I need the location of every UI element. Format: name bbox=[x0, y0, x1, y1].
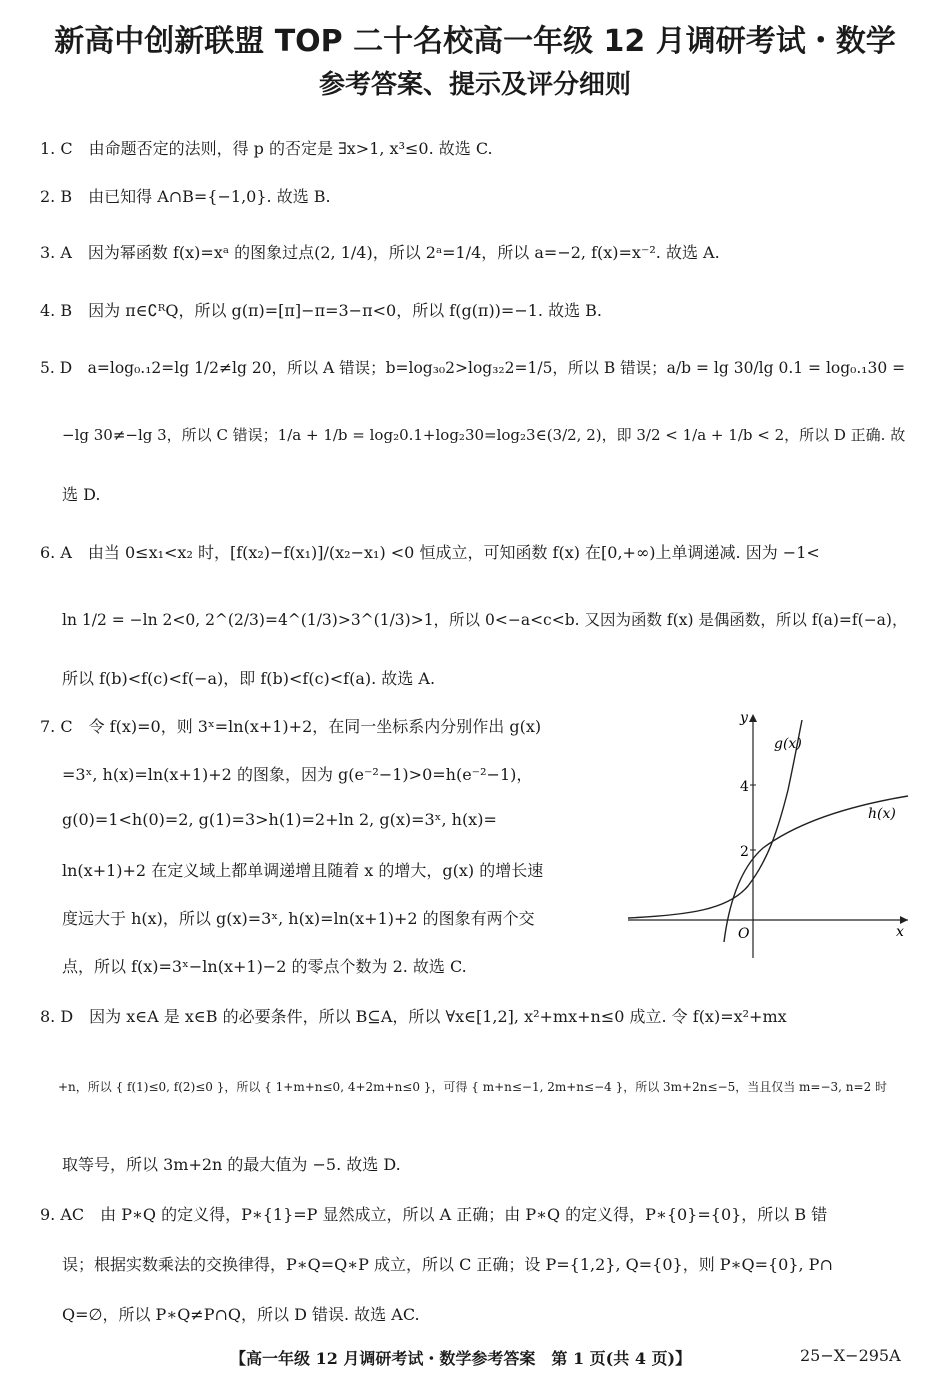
y-axis bbox=[749, 714, 757, 958]
answer-3-line-1: 3. A 因为幂函数 f(x)=xᵃ 的图象过点(2, 1/4)，所以 2ᵃ=1/4，所以 a=−2, f(x)=x⁻². 故选 A. bbox=[40, 243, 720, 262]
tick-label-4: 4 bbox=[740, 779, 749, 795]
answer-9-line-3: Q=∅，所以 P∗Q≠P∩Q，所以 D 错误. 故选 AC. bbox=[62, 1305, 420, 1324]
answer-7-line-2: =3ˣ, h(x)=ln(x+1)+2 的图象，因为 g(e⁻²−1)>0=h(e⁻²−1)， bbox=[62, 765, 533, 784]
page-subtitle: 参考答案、提示及评分细则 bbox=[318, 70, 631, 100]
page-title: 新高中创新联盟 TOP 二十名校高一年级 12 月调研考试・数学 bbox=[54, 24, 896, 59]
answer-8-line-2: +n，所以 { f(1)≤0, f(2)≤0 }，所以 { 1+m+n≤0, 4+2m+n≤0 }，可得 { m+n≤−1, 2m+n≤−4 }，所以 3m+2n≤−5，当且仅当 m=−3, n=2 时 bbox=[58, 1080, 888, 1094]
curve-g-label: g(x) bbox=[774, 736, 802, 752]
answer-7-line-5: 度远大于 h(x)，所以 g(x)=3ˣ, h(x)=ln(x+1)+2 的图象有两个交 bbox=[62, 909, 535, 928]
answer-5-line-1: 5. D a=log₀.₁2=lg 1/2≠lg 20，所以 A 错误；b=log₃₀2>log₃₂2=1/5，所以 B 错误；a/b = lg 30/lg 0.1 = log₀.₁30 = bbox=[40, 359, 906, 377]
answer-6-line-2: ln 1/2 = −ln 2<0, 2^(2/3)=4^(1/3)>3^(1/3)>1，所以 0<−a<c<b. 又因为函数 f(x) 是偶函数，所以 f(a)=f(−a)， bbox=[62, 611, 908, 629]
curve-h-label: h(x) bbox=[868, 806, 896, 822]
page-footer: 【高一年级 12 月调研考试・数学参考答案 第 1 页(共 4 页)】 bbox=[230, 1349, 692, 1368]
tick-label-2: 2 bbox=[740, 844, 749, 860]
function-graph bbox=[628, 710, 910, 962]
answer-7-line-1: 7. C 令 f(x)=0，则 3ˣ=ln(x+1)+2，在同一坐标系内分别作出 g(x) bbox=[40, 717, 542, 736]
answer-8-line-1: 8. D 因为 x∈A 是 x∈B 的必要条件，所以 B⊆A，所以 ∀x∈[1,2], x²+mx+n≤0 成立. 令 f(x)=x²+mx bbox=[40, 1007, 787, 1026]
x-axis-label: x bbox=[896, 924, 904, 940]
answer-8-line-3: 取等号，所以 3m+2n 的最大值为 −5. 故选 D. bbox=[62, 1155, 401, 1174]
answer-6-line-1: 6. A 由当 0≤x₁<x₂ 时，[f(x₂)−f(x₁)]/(x₂−x₁) <0 恒成立，可知函数 f(x) 在[0,+∞)上单调递减. 因为 −1< bbox=[40, 543, 820, 562]
answer-7-line-3: g(0)=1<h(0)=2, g(1)=3>h(1)=2+ln 2, g(x)=3ˣ, h(x)= bbox=[62, 810, 497, 829]
origin-label: O bbox=[738, 926, 750, 942]
answer-6-line-3: 所以 f(b)<f(c)<f(−a)，即 f(b)<f(c)<f(a). 故选 A. bbox=[62, 669, 436, 688]
answer-2-line-1: 2. B 由已知得 A∩B={−1,0}. 故选 B. bbox=[40, 187, 331, 206]
answer-1-line-1: 1. C 由命题否定的法则，得 p 的否定是 ∃x>1, x³≤0. 故选 C. bbox=[40, 139, 493, 158]
answer-7-line-4: ln(x+1)+2 在定义域上都单调递增且随着 x 的增大，g(x) 的增长速 bbox=[62, 861, 544, 880]
answer-9-line-2: 误；根据实数乘法的交换律得，P∗Q=Q∗P 成立，所以 C 正确；设 P={1,2}, Q={0}，则 P∗Q={0}, P∩ bbox=[62, 1255, 833, 1274]
answer-4-line-1: 4. B 因为 π∈∁ᴿQ，所以 g(π)=[π]−π=3−π<0，所以 f(g(π))=−1. 故选 B. bbox=[40, 301, 603, 320]
answer-5-line-2: −lg 30≠−lg 3，所以 C 错误；1/a + 1/b = log₂0.1+log₂30=log₂3∈(3/2, 2)，即 3/2 < 1/a + 1/b < 2，所以 D 正确. 故 bbox=[62, 426, 906, 444]
y-axis-label: y bbox=[740, 710, 748, 726]
document-code: 25−X−295A bbox=[800, 1346, 901, 1365]
x-axis bbox=[628, 916, 908, 924]
answer-5-line-3: 选 D. bbox=[62, 485, 101, 504]
answer-9-line-1: 9. AC 由 P∗Q 的定义得，P∗{1}=P 显然成立，所以 A 正确；由 P∗Q 的定义得，P∗{0}={0}，所以 B 错 bbox=[40, 1205, 828, 1224]
answer-7-line-6: 点，所以 f(x)=3ˣ−ln(x+1)−2 的零点个数为 2. 故选 C. bbox=[62, 957, 467, 976]
